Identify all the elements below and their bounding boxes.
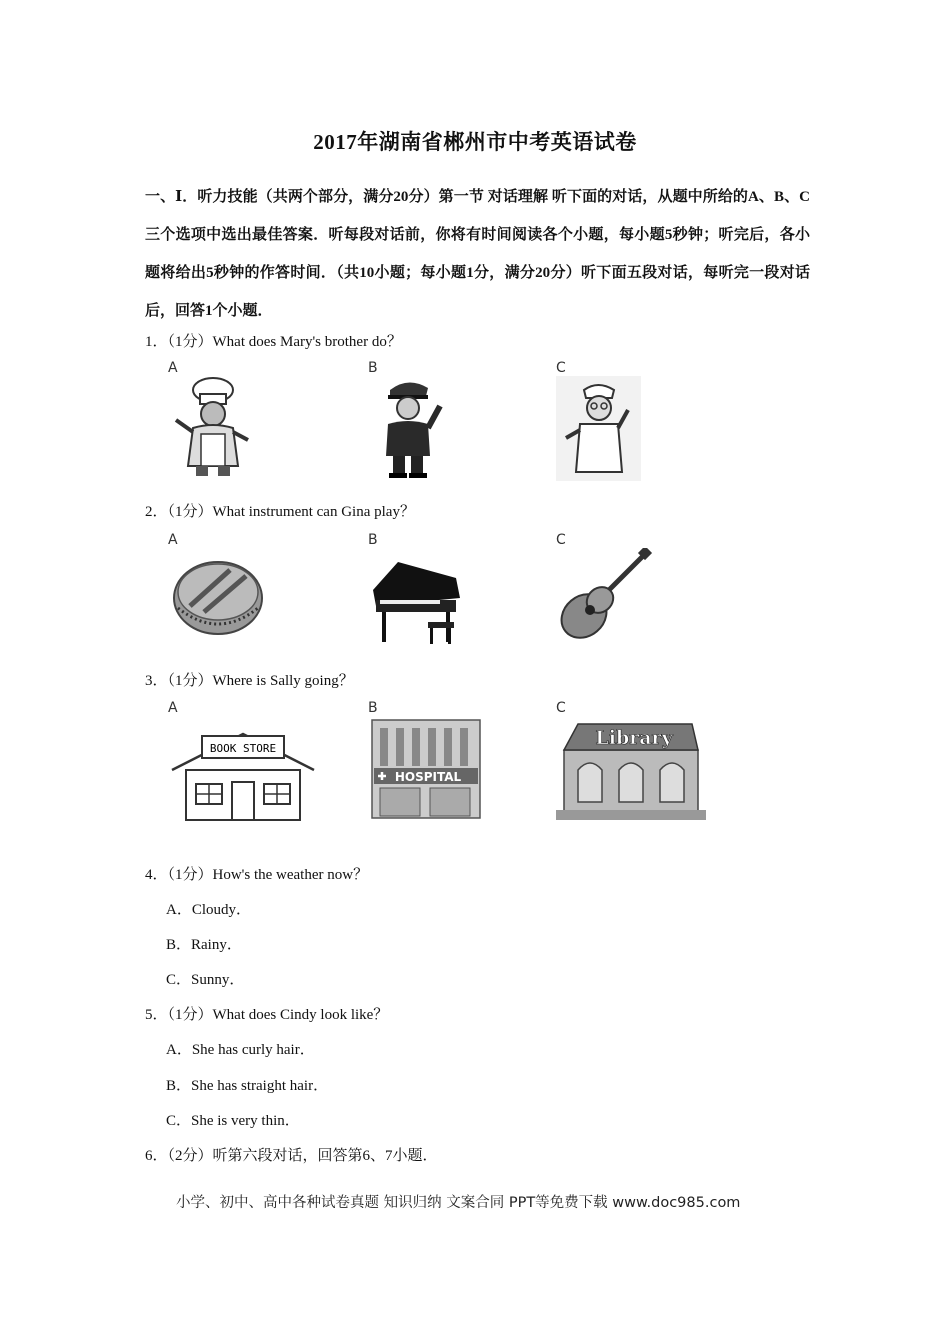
question-5-option-b[interactable]: B．She has straight hair． [166,1078,329,1094]
option-letter: B [368,700,378,716]
question-2: 2．（1分）What instrument can Gina play？ [145,504,415,520]
option-letter: B [368,360,378,376]
piano-icon [368,548,468,648]
question-4-option-c[interactable]: C．Sunny． [166,972,245,988]
option-1b[interactable] [368,360,468,480]
option-2c[interactable] [556,532,666,647]
page-footer: 小学、初中、高中各种试卷真题 知识归纳 文案合同 PPT等免费下载 www.doc985.com [176,1195,741,1211]
option-letter: B [368,532,378,548]
question-4-option-b[interactable]: B．Rainy． [166,937,242,953]
option-letter: A [168,700,178,716]
question-5-option-c[interactable]: C．She is very thin． [166,1113,300,1129]
option-letter: A [168,360,178,376]
section-instructions: 一、Ⅰ．听力技能（共两个部分，满分20分）第一节 对话理解 听下面的对话，从题中所给的A、B、C三个选项中选出最佳答案．听每段对话前，你将有时间阅读各个小题，每小题5秒钟；听完后，各小题将给出5秒钟的作答时间．（共10小题；每小题1分，满分20分）听下面五段对话，每听完一段对话后，回答1个小题． [145,189,810,319]
option-letter: C [556,700,566,716]
question-6: 6．（2分）听第六段对话，回答第6、7小题． [145,1148,438,1164]
hospital-icon [368,716,483,821]
option-3c[interactable] [556,700,716,825]
question-4-option-a[interactable]: A．Cloudy． [166,902,252,918]
option-letter: A [168,532,178,548]
question-1: 1．（1分）What does Mary's brother do？ [145,334,402,350]
option-1a[interactable] [168,360,268,480]
bookstore-sign: BOOK STORE [209,742,277,755]
library-sign: Library [595,727,673,749]
option-3a[interactable] [168,700,328,825]
question-3: 3．（1分）Where is Sally going？ [145,673,354,689]
guitar-icon [556,548,656,643]
question-5: 5．（1分）What does Cindy look like？ [145,1007,389,1023]
chef-icon [168,376,258,481]
hospital-sign: HOSPITAL [394,770,462,784]
police-officer-icon [368,376,448,481]
question-4: 4．（1分）How's the weather now？ [145,867,369,883]
option-1c[interactable] [556,360,656,480]
option-2a[interactable] [168,532,278,647]
option-letter: C [556,532,566,548]
option-3b[interactable] [368,700,493,825]
option-letter: C [556,360,566,376]
bookstore-icon [168,716,318,821]
page-title: 2017年湖南省郴州市中考英语试卷 [313,130,637,154]
doctor-icon [556,376,641,481]
drum-icon [168,548,268,643]
option-2b[interactable] [368,532,478,647]
question-5-option-a[interactable]: A．She has curly hair． [166,1042,315,1058]
library-icon [556,716,706,821]
